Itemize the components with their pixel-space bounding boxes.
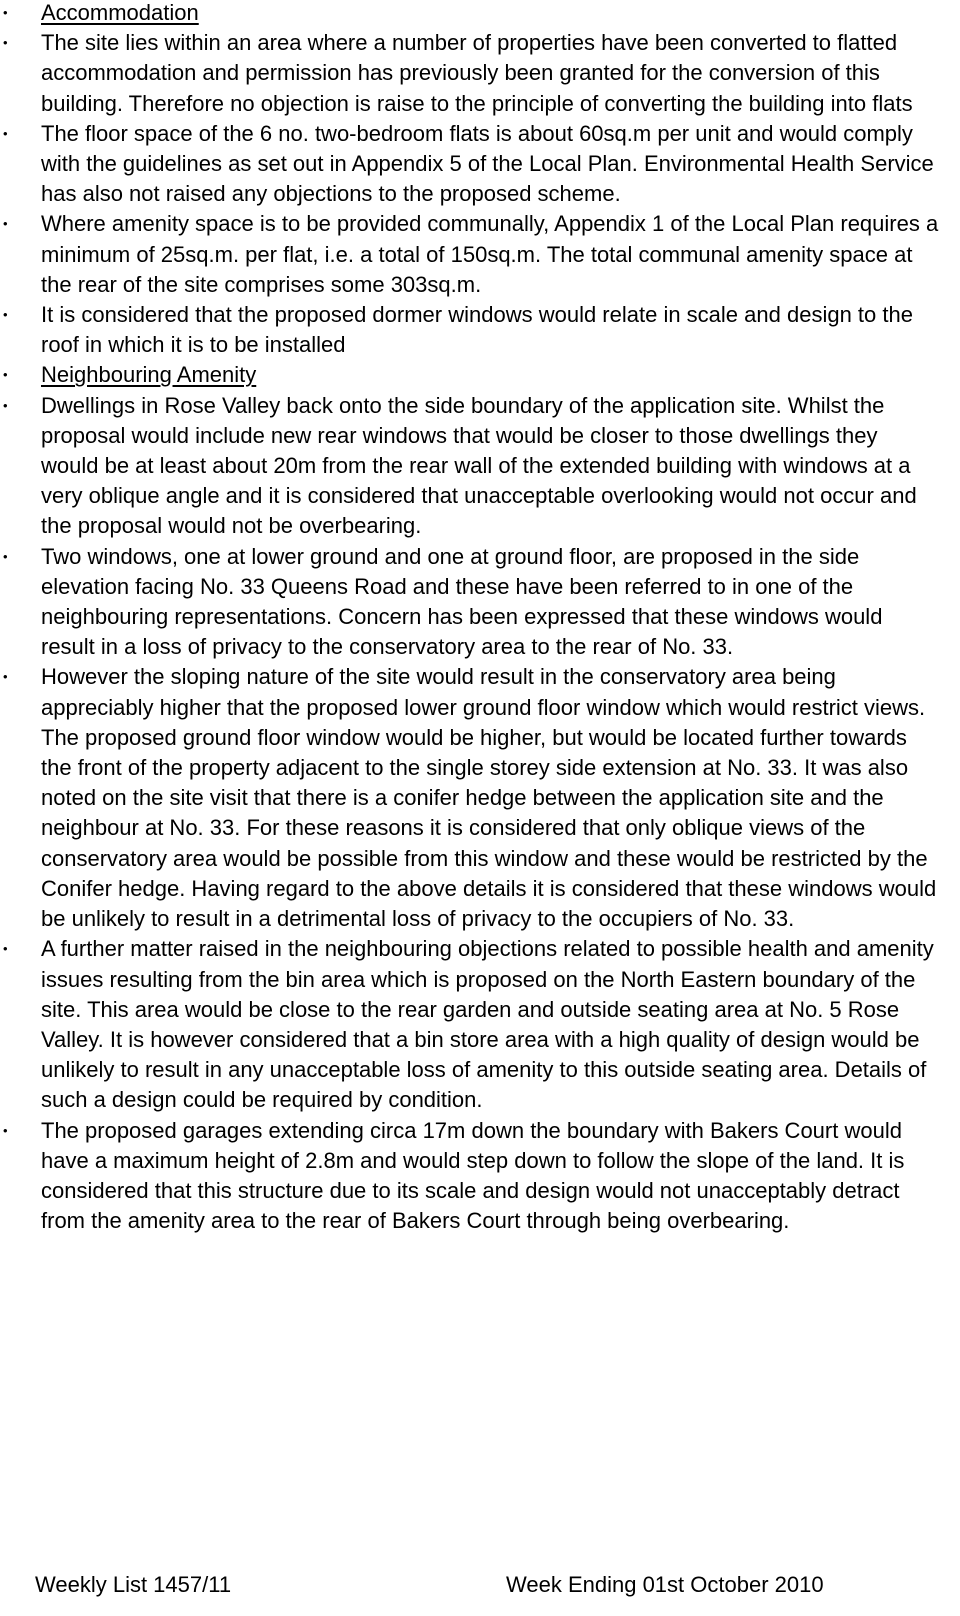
footer-week-ending: Week Ending 01st October 2010 [506, 1572, 824, 1597]
bullet-icon: • [3, 35, 8, 51]
list-item [0, 300, 960, 360]
list-item [0, 28, 960, 119]
section-heading: Neighbouring Amenity [41, 362, 257, 388]
footer-weekly-list: Weekly List 1457/11 [35, 1572, 232, 1597]
bullet-icon: • [3, 669, 8, 685]
bullet-icon: • [3, 1122, 8, 1138]
list-item [0, 542, 960, 663]
bullet-icon: • [3, 125, 8, 141]
bullet-icon: • [3, 548, 8, 564]
paragraph-text: It is considered that the proposed dormer windows would relate in scale and design to the roof in which it is to be installed [41, 302, 913, 358]
paragraph-text: The floor space of the 6 no. two-bedroom flats is about 60sq.m per unit and would comply with the guidelines as set out in Appendix 5 of the Local Plan. Environmental Health Service has also not raised any objections to the proposed scheme. [41, 120, 934, 207]
list-item [0, 0, 960, 28]
section-heading: Accommodation [41, 0, 199, 25]
paragraph-text: However the sloping nature of the site would result in the conservatory area being appreciably higher that the proposed lower ground floor window which would restrict views. The proposed ground floor window would be higher, but would be located further towards the front of the property adjacent to the single storey side extension at No. 33. It was also noted on the site visit that there is a conifer hedge between the application site and the neighbour at No. 33. For these reasons it is considered that only oblique views of the conservatory area would be possible from this window and these would be restricted by the Conifer hedge. Having regard to the above details it is considered that these windows would be unlikely to result in a detrimental loss of privacy to the occupiers of No. 33. [41, 664, 937, 932]
paragraph-text: A further matter raised in the neighbouring objections related to possible health and amenity issues resulting from the bin area which is proposed on the North Eastern boundary of the site. This area would be close to the rear garden and outside seating area at No. 5 Rose Valley. It is however considered that a bin store area with a high quality of design would be unlikely to result in any unacceptable loss of amenity to this outside seating area. Details of such a design could be required by condition. [41, 936, 934, 1113]
paragraph-text: Dwellings in Rose Valley back onto the side boundary of the application site. Whilst the proposal would include new rear windows that would be closer to those dwellings they would be at least about 20m from the rear wall of the extended building with windows at a very oblique angle and it is considered that unacceptable overlooking would not occur and the proposal would not be overbearing. [41, 392, 917, 539]
paragraph-text: The site lies within an area where a number of properties have been converted to flatted accommodation and permission has previously been granted for the conversion of this building. Therefore no objection is raise to the principle of converting the building into flats [41, 30, 913, 116]
list-item [0, 119, 960, 210]
paragraph-text: Two windows, one at lower ground and one at ground floor, are proposed in the side elevation facing No. 33 Queens Road and these have been referred to in one of the neighbouring representations. Concern has been expressed that these windows would result in a loss of privacy to the conservatory area to the rear of No. 33. [41, 543, 883, 660]
list-item [0, 1116, 960, 1237]
list-item [0, 934, 960, 1115]
list-item [0, 662, 960, 934]
list-item [0, 391, 960, 542]
bullet-icon: • [3, 5, 8, 20]
bullet-icon: • [3, 367, 8, 383]
list-item [0, 209, 960, 300]
bullet-icon: • [3, 216, 8, 232]
bullet-icon: • [3, 307, 8, 323]
bullet-icon: • [3, 397, 8, 413]
list-item [0, 360, 960, 390]
bullet-icon: • [3, 941, 8, 957]
paragraph-text: The proposed garages extending circa 17m down the boundary with Bakers Court would have a maximum height of 2.8m and would step down to follow the slope of the land. It is considered that this structure due to its scale and design would not unacceptably detract from the amenity area to the rear of Bakers Court through being overbearing. [41, 1117, 905, 1234]
paragraph-text: Where amenity space is to be provided communally, Appendix 1 of the Local Plan requires a minimum of 25sq.m. per flat, i.e. a total of 150sq.m. The total communal amenity space at the rear of the site comprises some 303sq.m. [41, 211, 939, 297]
